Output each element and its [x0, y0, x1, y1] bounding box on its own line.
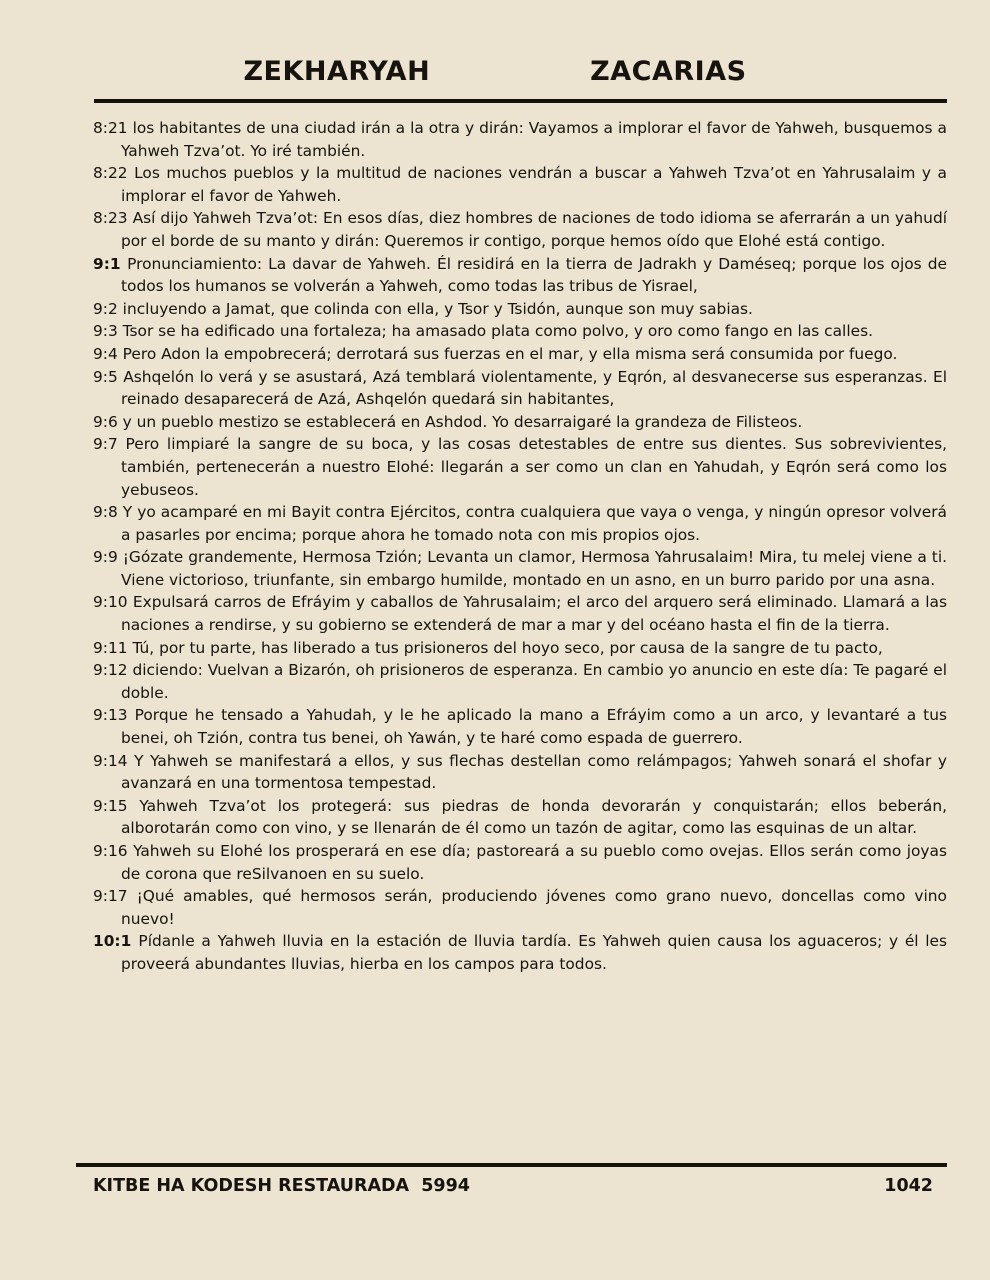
verse-number: 9:6	[93, 412, 123, 431]
verse	[93, 591, 947, 636]
verse-number: 9:3	[93, 322, 123, 341]
verse-number: 9:12	[93, 661, 133, 680]
verse	[93, 433, 947, 501]
verse-number: 8:22	[93, 164, 135, 183]
verse-number: 9:8	[93, 503, 123, 522]
verse-number: 10:1	[93, 932, 139, 951]
verse-text: Y Yahweh se manifestará a ellos, y sus flechas destellan como relámpagos; Yahweh sonará el shofar y avanzará en una tormentosa tempestad.	[121, 751, 947, 793]
verse-list	[93, 117, 947, 976]
verse-number: 8:21	[93, 119, 133, 137]
footer-divider	[76, 1163, 947, 1167]
verse-number: 9:15	[93, 796, 140, 815]
verse	[93, 750, 947, 795]
verse-text: Así dijo Yahweh Tzva’ot: En esos días, diez hombres de naciones de todo idioma se aferrarán a un yahudí por el borde de su manto y dirán: Queremos ir contigo, porque hemos oído que Elohé está contigo.	[121, 209, 947, 250]
verse-text: Pronunciamiento: La davar de Yahweh. Él residirá en la tierra de Jadrakh y Daméseq; porque los ojos de todos los humanos se volverán a Yahweh, como todas las tribus de Yisrael,	[121, 254, 947, 296]
verse-number: 9:9	[93, 548, 123, 567]
footer-book-title: KITBE HA KODESH RESTAURADA 5994	[93, 1176, 470, 1196]
verse-text: diciendo: Vuelvan a Bizarón, oh prisioneros de esperanza. En cambio yo anuncio en este día: Te pagaré el doble.	[121, 661, 947, 702]
header-title-hebrew: ZEKHARYAH	[243, 56, 431, 87]
verse-text: Tú, por tu parte, has liberado a tus prisioneros del hoyo seco, por causa de la sangre de tu pacto,	[132, 638, 883, 657]
verse	[93, 930, 947, 975]
verse	[93, 207, 947, 252]
verse-number: 9:1	[93, 254, 128, 273]
verse	[93, 117, 947, 162]
verse	[93, 885, 947, 930]
header-title-spanish: ZACARIAS	[590, 56, 747, 87]
verse-text: Yahweh Tzva’ot los protegerá: sus piedras de honda devorarán y conquistarán; ellos beberán, alborotarán como con vino, y se llenarán de él como un tazón de agitar, como las esquinas de un altar.	[121, 796, 947, 838]
verse-text: y un pueblo mestizo se establecerá en Ashdod. Yo desarraigaré la grandeza de Filisteos.	[122, 412, 803, 431]
footer-page-number: 1042	[884, 1176, 933, 1196]
verse	[93, 320, 947, 343]
verse-number: 9:11	[93, 638, 133, 657]
verse-text: Pero limpiaré la sangre de su boca, y las cosas detestables de entre sus dientes. Sus sobrevivientes, también, pertenecerán a nuestro Elohé: llegarán a ser como un clan en Yahudah, y Eqrón será como los yebuseos.	[121, 435, 947, 499]
verse-text: Porque he tensado a Yahudah, y le he aplicado la mano a Efráyim como a un arco, y levantaré a tus benei, oh Tzión, contra tus benei, oh Yawán, y te haré como espada de guerrero.	[121, 706, 947, 748]
verse	[93, 253, 947, 298]
verse	[93, 411, 947, 434]
verse-text: Los muchos pueblos y la multitud de naciones vendrán a buscar a Yahweh Tzva’ot en Yahrusalaim y a implorar el favor de Yahweh.	[121, 164, 947, 205]
verse-text: Pero Adon la empobrecerá; derrotará sus fuerzas en el mar, y ella misma será consumida por fuego.	[122, 344, 898, 363]
verse	[93, 637, 947, 660]
verse-text: Tsor se ha edificado una fortaleza; ha amasado plata como polvo, y oro como fango en las calles.	[122, 322, 873, 341]
verse-number: 9:7	[93, 435, 126, 454]
verse-text: Pídanle a Yahweh lluvia en la estación de lluvia tardía. Es Yahweh quien causa los aguaceros; y él les proveerá abundantes lluvias, hierba en los campos para todos.	[121, 932, 947, 973]
verse-number: 9:5	[93, 367, 124, 386]
page-footer	[93, 1176, 933, 1196]
verse-number: 9:17	[93, 887, 137, 906]
verse-text: ¡Qué amables, qué hermosos serán, produciendo jóvenes como grano nuevo, doncellas como vino nuevo!	[121, 887, 947, 928]
verse-number: 9:16	[93, 842, 134, 860]
verse	[93, 501, 947, 546]
verse	[93, 795, 947, 840]
verse	[93, 366, 947, 411]
page-header	[0, 56, 990, 87]
verse-number: 9:4	[93, 344, 123, 363]
verse-text: Ashqelón lo verá y se asustará, Azá temblará violentamente, y Eqrón, al desvanecerse sus esperanzas. El reinado desaparecerá de Azá, Ashqelón quedará sin habitantes,	[121, 367, 947, 409]
verse-text: los habitantes de una ciudad irán a la otra y dirán: Vayamos a implorar el favor de Yahweh, busquemos a Yahweh Tzva’ot. Yo iré también.	[121, 119, 947, 160]
verse-number: 8:23	[93, 209, 133, 228]
verse	[93, 659, 947, 704]
verse	[93, 298, 947, 321]
verse	[93, 343, 947, 366]
verse	[93, 840, 947, 885]
verse	[93, 546, 947, 591]
verse-text: ¡Gózate grandemente, Hermosa Tzión; Levanta un clamor, Hermosa Yahrusalaim! Mira, tu melej viene a ti. Viene victorioso, triunfante, sin embargo humilde, montado en un asno, en un burro parido por una asna.	[121, 548, 947, 589]
verse-number: 9:13	[93, 706, 135, 725]
header-divider	[94, 99, 947, 103]
verse-number: 9:2	[93, 299, 123, 318]
verse	[93, 162, 947, 207]
verse-text: incluyendo a Jamat, que colinda con ella, y Tsor y Tsidón, aunque son muy sabias.	[122, 299, 753, 318]
verse	[93, 704, 947, 749]
verse-number: 9:10	[93, 593, 133, 612]
verse-text: Y yo acamparé en mi Bayit contra Ejércitos, contra cualquiera que vaya o venga, y ningún opresor volverá a pasarles por encima; porque ahora he tomado nota con mis propios ojos.	[121, 503, 947, 544]
verse-number: 9:14	[93, 751, 135, 770]
verse-text: Yahweh su Elohé los prosperará en ese día; pastoreará a su pueblo como ovejas. Ellos serán como joyas de corona que reSilvanoen en su suelo.	[121, 842, 947, 883]
verse-text: Expulsará carros de Efráyim y caballos de Yahrusalaim; el arco del arquero será eliminado. Llamará a las naciones a rendirse, y su gobierno se extenderá de mar a mar y del océano hasta el fin de la tierra.	[121, 593, 947, 635]
